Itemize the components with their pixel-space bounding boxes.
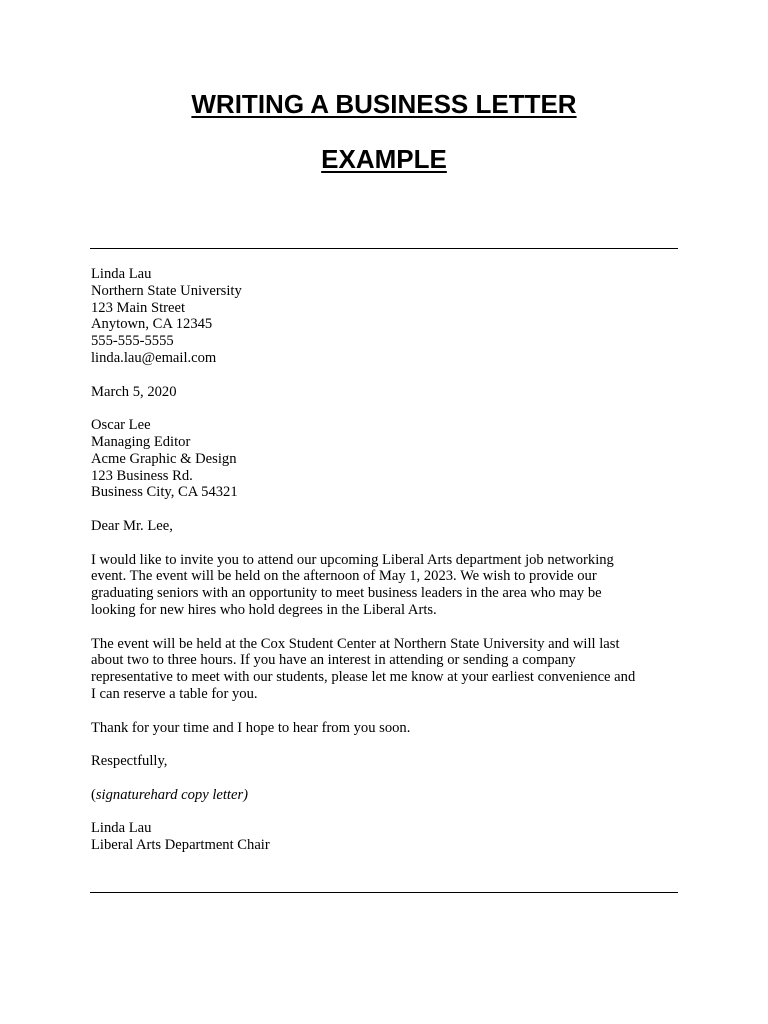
paragraph-line: event. The event will be held on the afternoon of May 1, 2023. We wish to provide our bbox=[91, 568, 597, 585]
bottom-divider bbox=[90, 892, 678, 893]
closing-text: Respectfully, bbox=[91, 753, 168, 770]
date-text: March 5, 2020 bbox=[91, 383, 177, 400]
document-title: WRITING A BUSINESS LETTER bbox=[191, 89, 577, 119]
paragraph-line: about two to three hours. If you have an interest in attending or sending a company bbox=[91, 652, 576, 669]
recipient-title: Managing Editor bbox=[91, 433, 191, 450]
signer-block bbox=[91, 820, 681, 854]
salutation bbox=[91, 518, 681, 535]
recipient-name: Oscar Lee bbox=[91, 417, 151, 434]
sender-city: Anytown, CA 12345 bbox=[91, 316, 213, 333]
closing bbox=[91, 753, 681, 770]
sender-address bbox=[91, 266, 681, 367]
recipient-address bbox=[91, 417, 681, 501]
letter-date bbox=[91, 384, 681, 401]
letter-body bbox=[91, 266, 681, 854]
sender-organization: Northern State University bbox=[91, 282, 242, 299]
salutation-text: Dear Mr. Lee, bbox=[91, 517, 173, 534]
recipient-city: Business City, CA 54321 bbox=[91, 484, 238, 501]
top-divider bbox=[90, 248, 678, 249]
paragraph-line: graduating seniors with an opportunity to meet business leaders in the area who may be bbox=[91, 585, 602, 602]
signer-title: Liberal Arts Department Chair bbox=[91, 837, 270, 854]
sender-street: 123 Main Street bbox=[91, 299, 186, 316]
sender-email: linda.lau@email.com bbox=[91, 349, 217, 366]
document-subtitle: EXAMPLE bbox=[321, 144, 447, 174]
recipient-company: Acme Graphic & Design bbox=[91, 450, 237, 467]
paragraph-1 bbox=[91, 552, 681, 619]
signature-paren: ( bbox=[91, 786, 96, 803]
paragraph-line: looking for new hires who hold degrees in the Liberal Arts. bbox=[91, 601, 437, 618]
signature-line bbox=[91, 787, 681, 804]
paragraph-line: Thank for your time and I hope to hear from you soon. bbox=[91, 719, 411, 736]
paragraph-3 bbox=[91, 720, 681, 737]
recipient-street: 123 Business Rd. bbox=[91, 467, 193, 484]
paragraph-line: representative to meet with our students, please let me know at your earliest convenience and bbox=[91, 669, 636, 686]
sender-name: Linda Lau bbox=[91, 266, 152, 282]
paragraph-line: The event will be held at the Cox Student Center at Northern State University and will last bbox=[91, 635, 620, 652]
paragraph-line: I would like to invite you to attend our upcoming Liberal Arts department job networking bbox=[91, 551, 614, 568]
sender-phone: 555-555-5555 bbox=[91, 333, 174, 350]
signature-note: signaturehard copy letter) bbox=[95, 786, 248, 803]
paragraph-2 bbox=[91, 636, 681, 703]
signer-name: Linda Lau bbox=[91, 820, 152, 837]
paragraph-line: I can reserve a table for you. bbox=[91, 685, 258, 702]
signature-placeholder bbox=[91, 787, 681, 804]
